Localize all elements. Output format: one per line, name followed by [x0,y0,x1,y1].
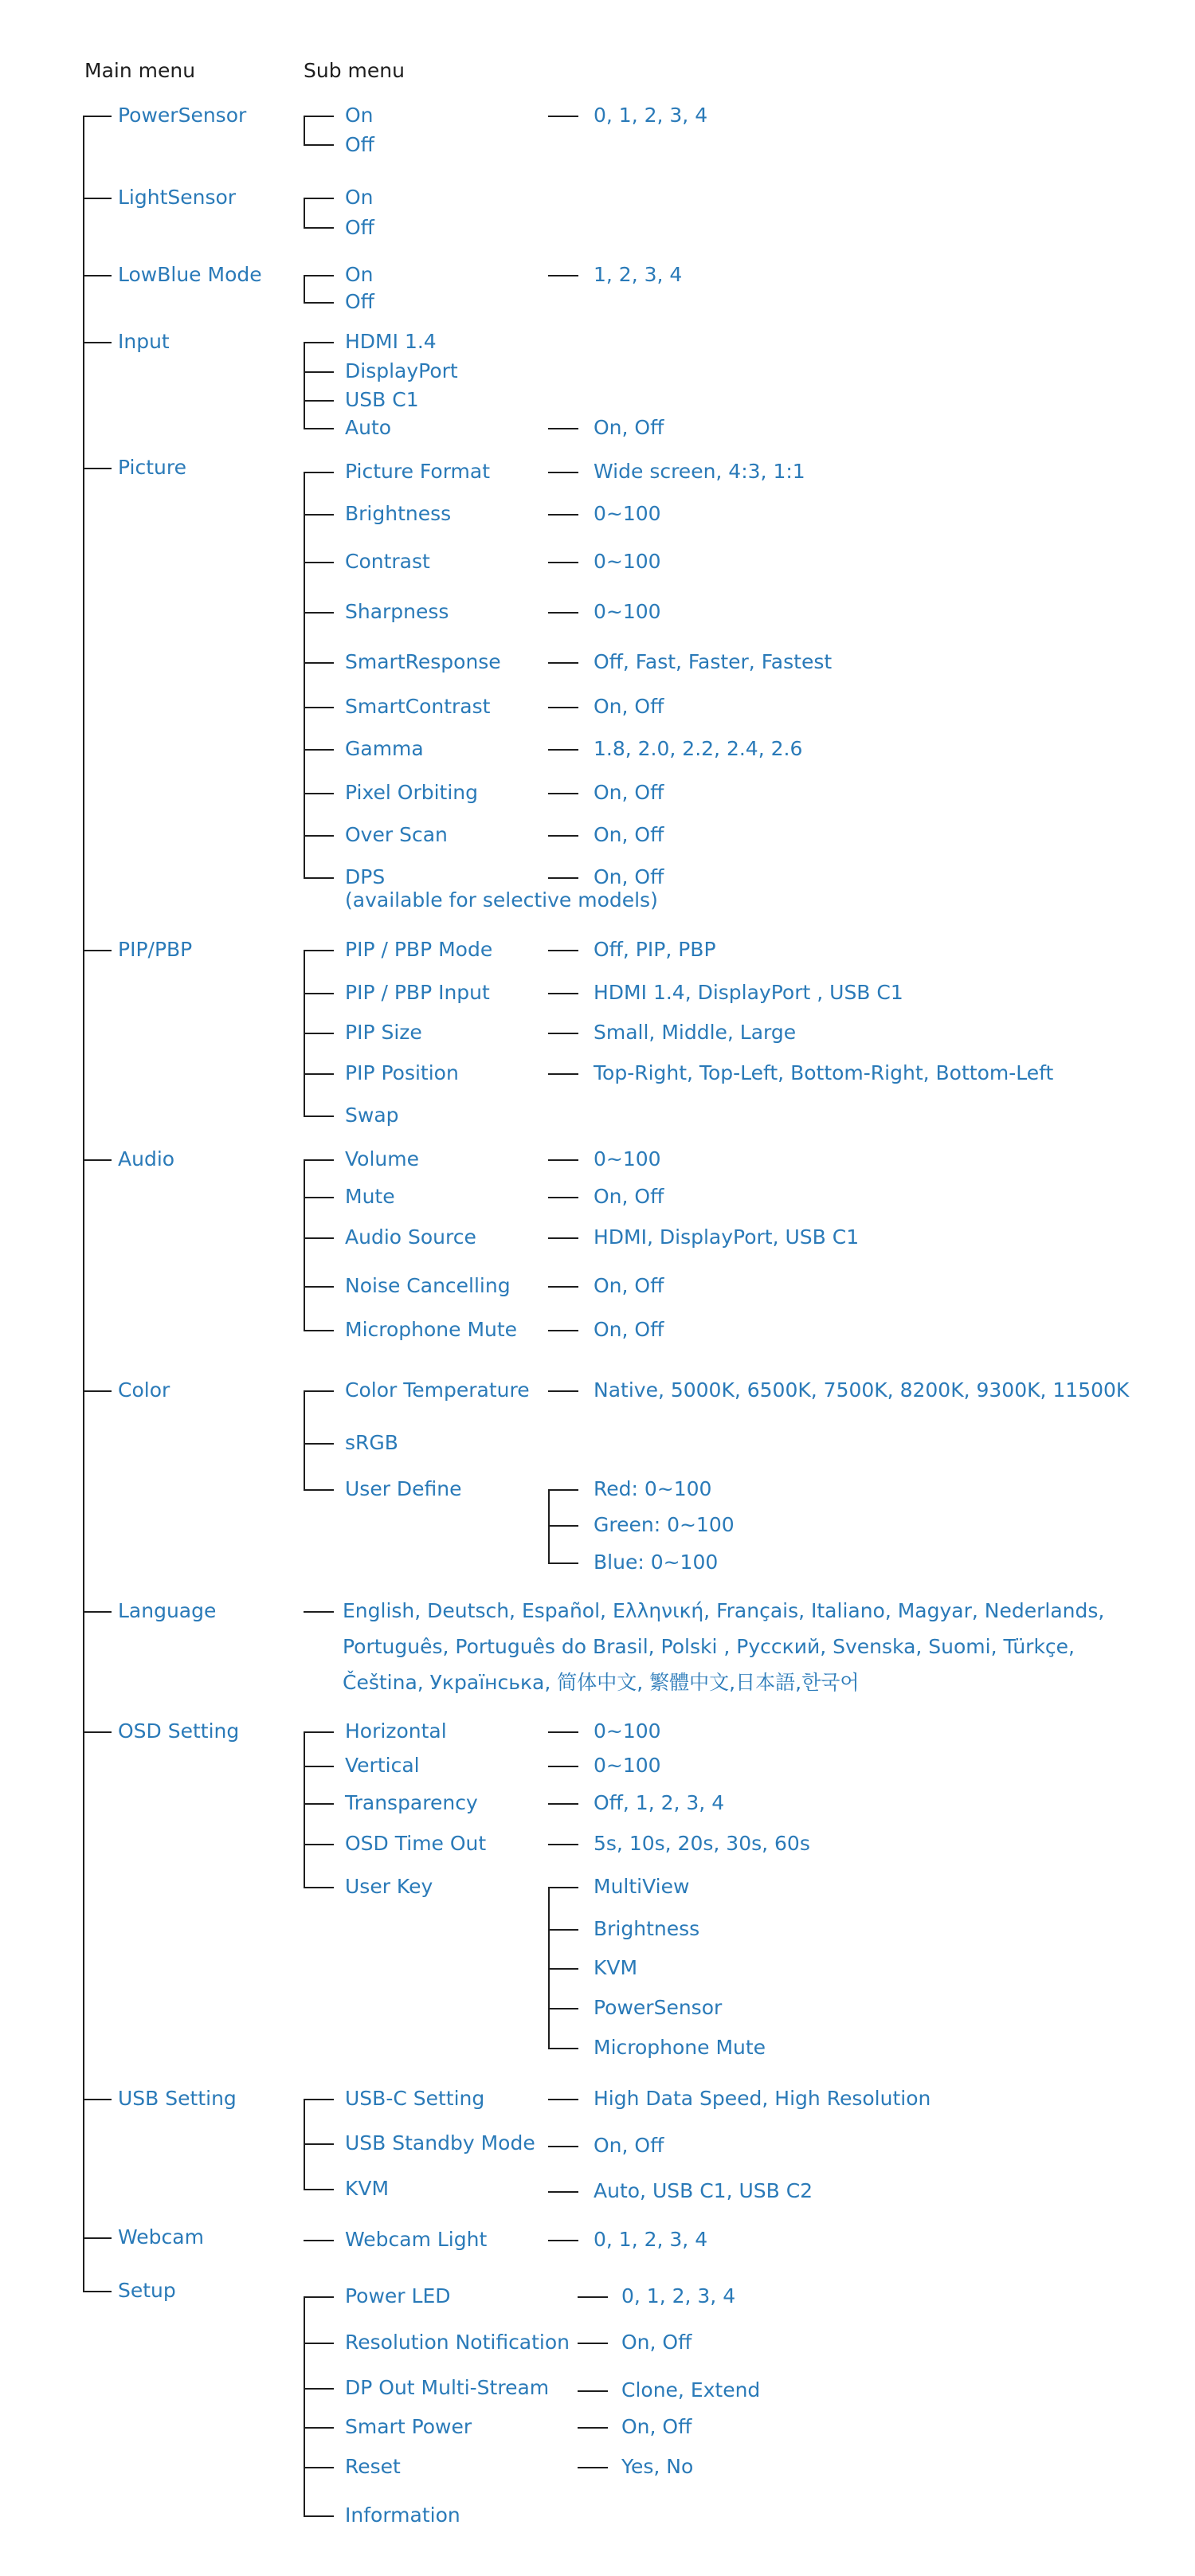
submenu-usb-standby-mode: USB Standby Mode [345,2131,535,2155]
submenu-osd-user-key: User Key [345,1875,433,1898]
user-define-red: Red: 0~100 [594,1477,712,1500]
language-list-line-2: Português, Português do Brasil, Polski , Русский, Svenska, Suomi, Türkçe, [343,1635,1076,1658]
submenu-light-sensor-on: On [345,186,374,209]
color-temperature-values: Native, 5000K, 6500K, 7500K, 8200K, 9300K, 11500K [594,1378,1130,1402]
submenu-osd-transparency: Transparency [345,1791,478,1814]
osd-vertical-values: 0~100 [594,1754,661,1777]
menu-light-sensor: LightSensor [118,186,237,209]
setup-resolution-notification-values: On, Off [621,2331,692,2354]
submenu-picture-contrast: Contrast [345,550,430,573]
submenu-setup-resolution-notification: Resolution Notification [345,2331,570,2354]
main-menu-spine [83,116,84,2292]
user-key-kvm: KVM [594,1956,638,1979]
menu-setup: Setup [118,2279,176,2302]
menu-color: Color [118,1378,170,1402]
sub-menu-header: Sub menu [304,59,405,82]
submenu-input-displayport: DisplayPort [345,359,458,382]
osd-horizontal-values: 0~100 [594,1719,661,1743]
picture-smartcontrast-values: On, Off [594,695,664,718]
usb-standby-mode-values: On, Off [594,2134,664,2157]
audio-mute-values: On, Off [594,1185,664,1208]
submenu-input-auto: Auto [345,416,392,439]
user-define-blue: Blue: 0~100 [594,1551,719,1574]
user-define-green: Green: 0~100 [594,1513,735,1536]
menu-picture: Picture [118,456,186,479]
main-menu-header: Main menu [84,59,196,82]
submenu-setup-smart-power: Smart Power [345,2415,472,2438]
submenu-power-sensor-on: On [345,104,374,127]
submenu-osd-time-out: OSD Time Out [345,1832,487,1855]
picture-sharpness-values: 0~100 [594,600,661,623]
menu-usb-setting: USB Setting [118,2087,237,2110]
submenu-input-usbc: USB C1 [345,388,419,411]
submenu-audio-noise-cancelling: Noise Cancelling [345,1274,511,1297]
user-key-powersensor: PowerSensor [594,1996,723,2019]
menu-language: Language [118,1599,217,1622]
submenu-picture-sharpness: Sharpness [345,600,449,623]
menu-lowblue-mode: LowBlue Mode [118,263,262,286]
submenu-picture-format: Picture Format [345,460,491,483]
language-list-line-1: English, Deutsch, Español, Ελληνική, Français, Italiano, Magyar, Nederlands, [343,1599,1105,1622]
submenu-picture-smartcontrast: SmartContrast [345,695,491,718]
submenu-setup-power-led: Power LED [345,2284,451,2307]
webcam-light-values: 0, 1, 2, 3, 4 [594,2228,708,2251]
submenu-pip-size: PIP Size [345,1021,422,1044]
submenu-picture-pixel-orbiting: Pixel Orbiting [345,781,479,804]
pip-mode-values: Off, PIP, PBP [594,938,716,961]
dps-availability-note: (available for selective models) [345,888,658,912]
pip-size-values: Small, Middle, Large [594,1021,797,1044]
pip-position-values: Top-Right, Top-Left, Bottom-Right, Bottom-Left [594,1061,1054,1084]
submenu-audio-microphone-mute: Microphone Mute [345,1318,518,1341]
setup-smart-power-values: On, Off [621,2415,692,2438]
usbc-setting-values: High Data Speed, High Resolution [594,2087,931,2110]
submenu-webcam-light: Webcam Light [345,2228,488,2251]
submenu-setup-information: Information [345,2503,460,2527]
submenu-lowblue-on: On [345,263,374,286]
picture-over-scan-values: On, Off [594,823,664,846]
pip-input-values: HDMI 1.4, DisplayPort , USB C1 [594,981,903,1004]
audio-noise-cancelling-values: On, Off [594,1274,664,1297]
picture-gamma-values: 1.8, 2.0, 2.2, 2.4, 2.6 [594,737,803,760]
submenu-pip-position: PIP Position [345,1061,459,1084]
audio-volume-values: 0~100 [594,1147,661,1170]
menu-input: Input [118,330,170,353]
setup-dp-out-multistream-values: Clone, Extend [621,2378,761,2402]
user-key-microphone-mute: Microphone Mute [594,2036,766,2059]
submenu-power-sensor-off: Off [345,133,374,156]
osd-time-out-values: 5s, 10s, 20s, 30s, 60s [594,1832,810,1855]
menu-osd-setting: OSD Setting [118,1719,240,1743]
submenu-osd-vertical: Vertical [345,1754,420,1777]
submenu-audio-source: Audio Source [345,1225,476,1249]
language-list-line-3: Čeština, Українська, 简体中文, 繁體中文,日本語,한국어 [343,1671,860,1694]
submenu-setup-reset: Reset [345,2455,401,2478]
power-sensor-values: 0, 1, 2, 3, 4 [594,104,708,127]
picture-dps-values: On, Off [594,865,664,888]
lowblue-values: 1, 2, 3, 4 [594,263,683,286]
submenu-input-hdmi: HDMI 1.4 [345,330,437,353]
menu-power-sensor: PowerSensor [118,104,247,127]
submenu-usb-kvm: KVM [345,2177,390,2200]
submenu-picture-smartresponse: SmartResponse [345,650,501,673]
submenu-color-user-define: User Define [345,1477,462,1500]
setup-reset-values: Yes, No [621,2455,694,2478]
submenu-pip-input: PIP / PBP Input [345,981,490,1004]
menu-audio: Audio [118,1147,175,1170]
submenu-light-sensor-off: Off [345,216,374,239]
usb-kvm-values: Auto, USB C1, USB C2 [594,2179,813,2202]
picture-contrast-values: 0~100 [594,550,661,573]
menu-pip-pbp: PIP/PBP [118,938,193,961]
submenu-osd-horizontal: Horizontal [345,1719,447,1743]
submenu-picture-dps: DPS [345,865,386,888]
setup-power-led-values: 0, 1, 2, 3, 4 [621,2284,736,2307]
picture-brightness-values: 0~100 [594,502,661,525]
submenu-setup-dp-out-multistream: DP Out Multi-Stream [345,2376,550,2399]
picture-smartresponse-values: Off, Fast, Faster, Fastest [594,650,833,673]
submenu-picture-gamma: Gamma [345,737,424,760]
input-auto-values: On, Off [594,416,664,439]
submenu-picture-over-scan: Over Scan [345,823,448,846]
audio-source-values: HDMI, DisplayPort, USB C1 [594,1225,860,1249]
submenu-usbc-setting: USB-C Setting [345,2087,485,2110]
submenu-pip-mode: PIP / PBP Mode [345,938,493,961]
submenu-color-srgb: sRGB [345,1431,398,1454]
submenu-color-temperature: Color Temperature [345,1378,530,1402]
submenu-lowblue-off: Off [345,290,374,313]
menu-webcam: Webcam [118,2225,204,2249]
osd-transparency-values: Off, 1, 2, 3, 4 [594,1791,725,1814]
picture-pixel-orbiting-values: On, Off [594,781,664,804]
submenu-audio-mute: Mute [345,1185,395,1208]
submenu-pip-swap: Swap [345,1104,399,1127]
submenu-picture-brightness: Brightness [345,502,452,525]
submenu-audio-volume: Volume [345,1147,419,1170]
user-key-brightness: Brightness [594,1917,700,1940]
audio-microphone-mute-values: On, Off [594,1318,664,1341]
picture-format-values: Wide screen, 4:3, 1:1 [594,460,805,483]
user-key-multiview: MultiView [594,1875,690,1898]
